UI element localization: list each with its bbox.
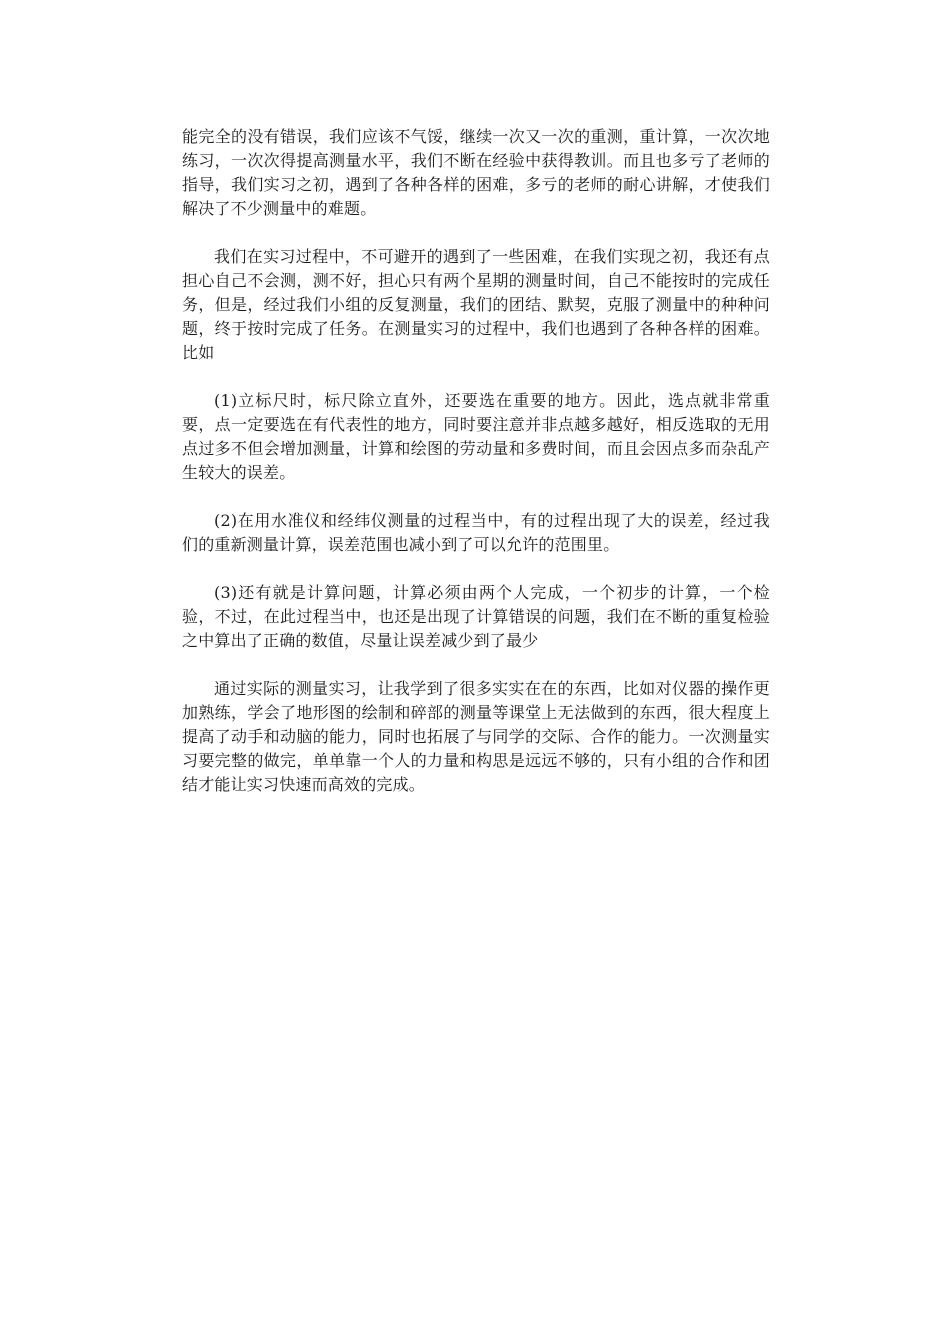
paragraph-point-3: (3)还有就是计算问题，计算必须由两个人完成，一个初步的计算，一个检验，不过，在此过程当中，也还是出现了计算错误的问题，我们在不断的重复检验之中算出了正确的数值，尽量让误差减少到了最少 [182, 583, 770, 650]
paragraph-continuation: 能完全的没有错误，我们应该不气馁，继续一次又一次的重测，重计算，一次次地练习，一次次得提高测量水平，我们不断在经验中获得教训。而且也多亏了老师的指导，我们实习之初，遇到了各种各样的困难，多亏的老师的耐心讲解，才使我们解决了不少测量中的难题。 [182, 127, 770, 218]
paragraph-conclusion: 通过实际的测量实习，让我学到了很多实实在在的东西，比如对仪器的操作更加熟练，学会了地形图的绘制和碎部的测量等课堂上无法做到的东西，很大程度上提高了动手和动脑的能力，同时也拓展了与同学的交际、合作的能力。一次测量实习要完整的做完，单单靠一个人的力量和构思是远远不够的，只有小组的合作和团结才能让实习快速而高效的完成。 [182, 679, 770, 794]
document-body [182, 125, 770, 821]
paragraph-point-2: (2)在用水准仪和经纬仪测量的过程当中，有的过程出现了大的误差，经过我们的重新测量计算，误差范围也减小到了可以允许的范围里。 [182, 511, 770, 554]
paragraph-difficulties: 我们在实习过程中，不可避开的遇到了一些困难，在我们实现之初，我还有点担心自己不会测，测不好，担心只有两个星期的测量时间，自己不能按时的完成任务，但是，经过我们小组的反复测量，我们的团结、默契，克服了测量中的种种问题，终于按时完成了任务。在测量实习的过程中，我们也遇到了各种各样的困难。比如 [182, 247, 770, 362]
paragraph-point-1: (1)立标尺时，标尺除立直外，还要选在重要的地方。因此，选点就非常重要，点一定要选在有代表性的地方，同时要注意并非点越多越好，相反选取的无用点过多不但会增加测量，计算和绘图的劳动量和多费时间，而且会因点多而杂乱产生较大的误差。 [182, 391, 770, 482]
